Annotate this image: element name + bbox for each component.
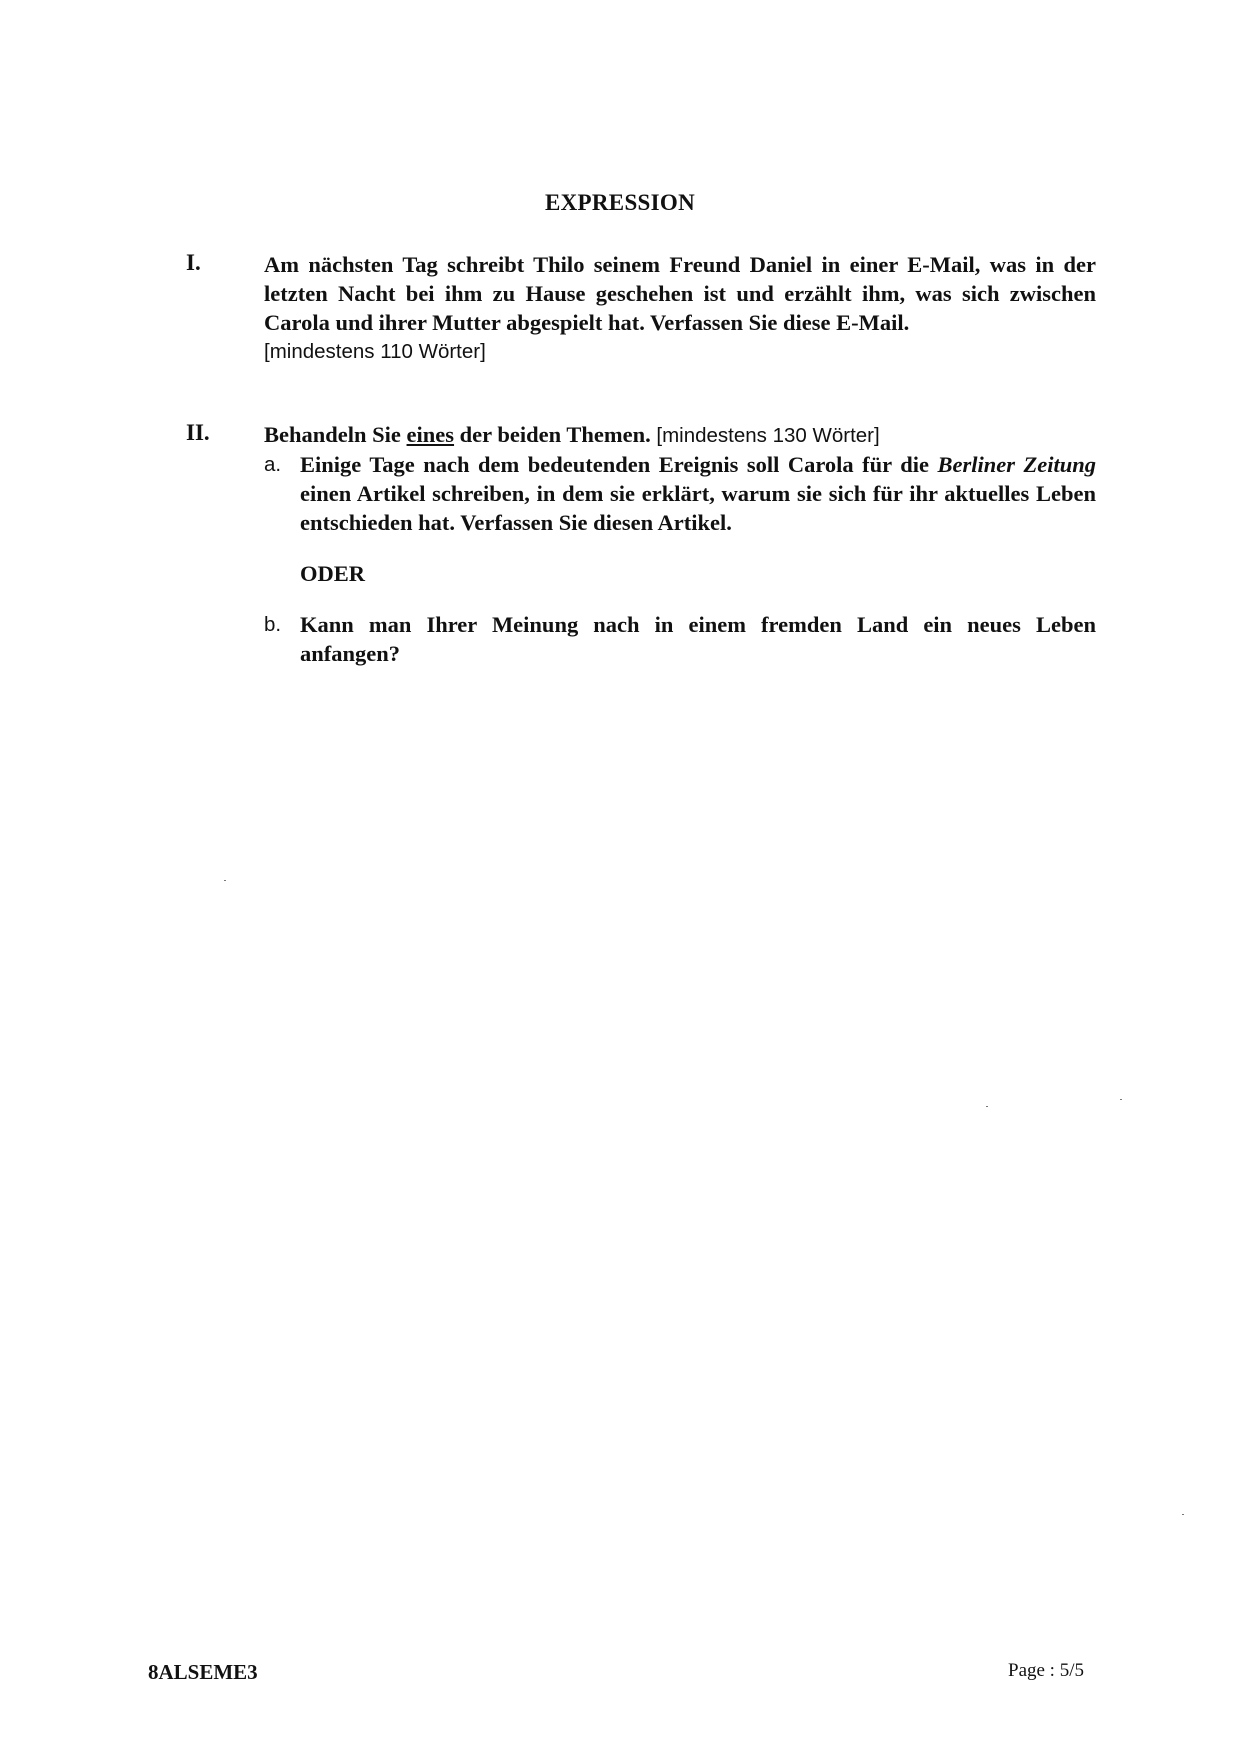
scan-speck bbox=[1120, 1099, 1122, 1100]
section-1-number: I. bbox=[186, 250, 201, 275]
section-2-intro-underlined: eines bbox=[406, 422, 455, 447]
page-number: Page : 5/5 bbox=[1008, 1660, 1084, 1681]
section-2-body bbox=[264, 420, 1096, 668]
scan-speck bbox=[224, 880, 226, 881]
scan-speck bbox=[986, 1106, 988, 1107]
section-2-word-count: [mindestens 130 Wörter] bbox=[656, 424, 880, 447]
scan-speck bbox=[1182, 1514, 1184, 1515]
topic-a bbox=[264, 450, 1096, 537]
section-2-intro bbox=[264, 420, 1096, 450]
topic-a-text-before: Einige Tage nach dem bedeutenden Ereignis soll Carola für die bbox=[300, 452, 929, 477]
section-1-body bbox=[264, 250, 1096, 366]
topic-a-newspaper-name: Berliner Zeitung bbox=[937, 452, 1096, 477]
exam-code: 8ALSEME3 bbox=[148, 1660, 258, 1684]
topic-b-text: Kann man Ihrer Meinung nach in einem fremden Land ein neues Leben anfangen? bbox=[300, 612, 1096, 666]
topic-b-letter: b. bbox=[264, 613, 282, 636]
section-2-intro-after: der beiden Themen. bbox=[459, 422, 651, 447]
page-title-text: EXPRESSION bbox=[545, 190, 695, 215]
separator-oder: ODER bbox=[300, 561, 366, 586]
section-1-task: Am nächsten Tag schreibt Thilo seinem Freund Daniel in einer E-Mail, was in der letzten Nacht bei ihm zu Hause geschehen ist und erzählt ihm, was sich zwischen Carola und ihrer Mutter abgespielt hat. Verfassen Sie diese E-Mail. bbox=[264, 252, 1096, 335]
section-1-word-count: [mindestens 110 Wörter] bbox=[264, 340, 486, 363]
topic-a-text-after: einen Artikel schreiben, in dem sie erklärt, warum sie sich für ihr aktuelles Leben entschieden hat. Verfassen Sie diesen Artikel. bbox=[300, 481, 1096, 535]
topic-a-text bbox=[300, 450, 1096, 537]
topic-b bbox=[264, 610, 1096, 668]
section-2-intro-before: Behandeln Sie bbox=[264, 422, 401, 447]
section-2-number: II. bbox=[186, 420, 210, 445]
topic-a-letter: a. bbox=[264, 453, 282, 476]
page-title bbox=[0, 190, 1240, 216]
